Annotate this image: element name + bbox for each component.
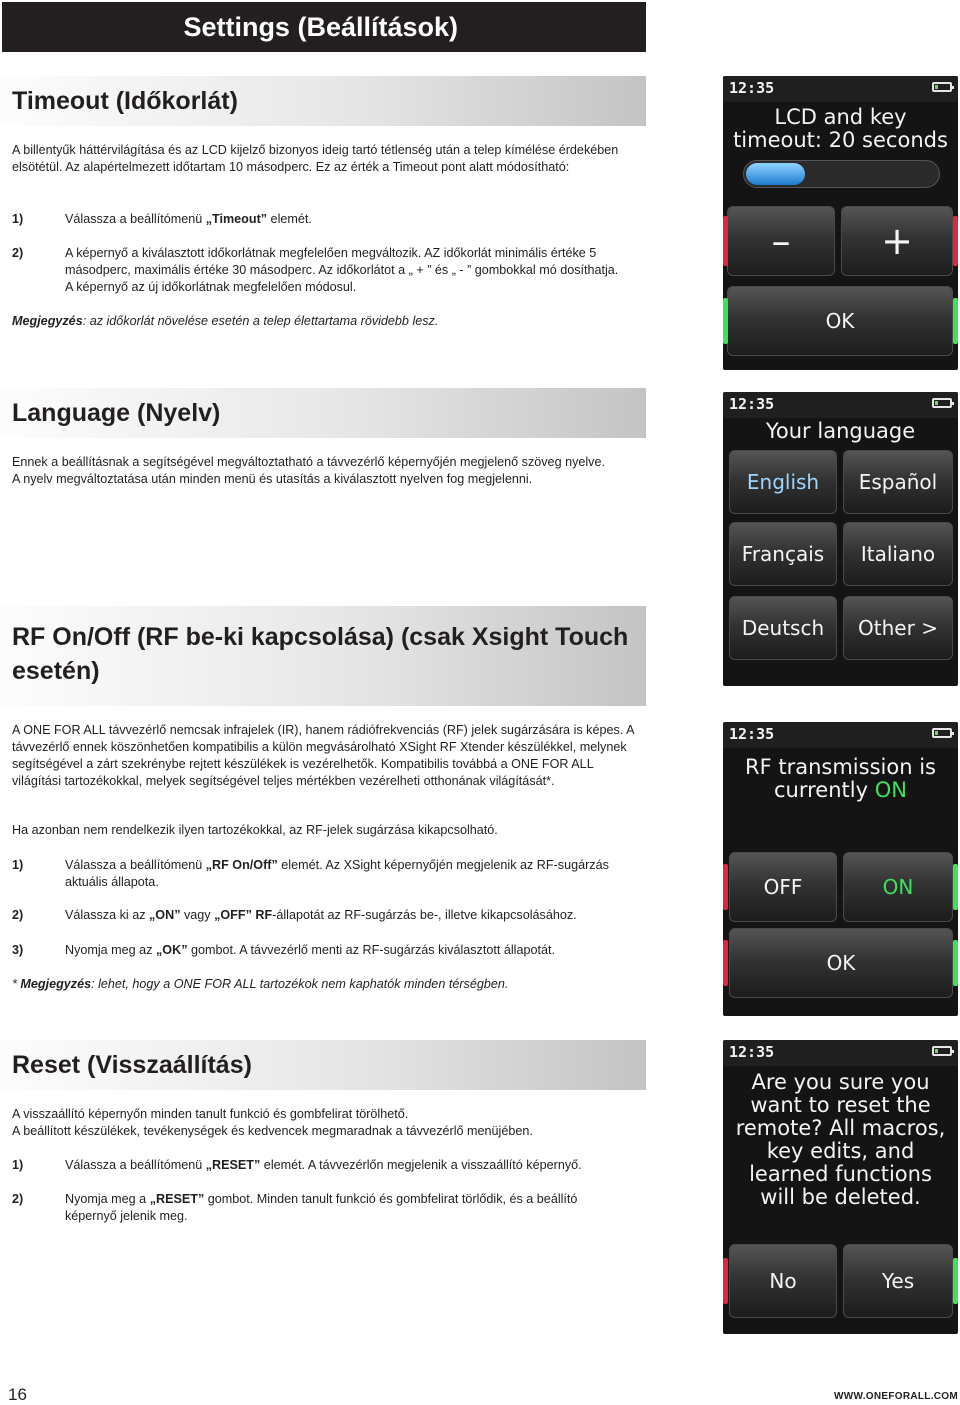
minus-button[interactable]: –	[727, 206, 835, 276]
step-keyword: „RESET”	[149, 1192, 205, 1206]
reset-step-2	[12, 1191, 642, 1225]
language-text-1: Ennek a beállításnak a segítségével megváltoztatható a távvezérlő képernyőjén megjelenő szöveg nyelve.	[12, 455, 605, 469]
timeout-progress-bar[interactable]	[743, 160, 940, 188]
status-bar	[723, 722, 958, 748]
accent-bar	[953, 298, 958, 344]
ok-button[interactable]: OK	[729, 928, 953, 998]
timeout-step-1	[12, 211, 642, 228]
step-number: 2)	[12, 246, 24, 260]
accent-bar	[953, 216, 958, 266]
screen-text-line-2: timeout: 20 seconds	[733, 128, 948, 152]
step-text: Válassza ki az	[65, 908, 149, 922]
step-text: elemét. A távvezérlőn megjelenik a visszaállító képernyő.	[260, 1158, 582, 1172]
rf-status-value: ON	[874, 778, 907, 802]
note-text: : az időkorlát növelése esetén a telep élettartama rövidebb lesz.	[82, 314, 439, 328]
rf-off-button[interactable]: OFF	[729, 852, 837, 922]
rf-screen	[723, 722, 958, 1016]
rf-step-1	[12, 857, 642, 891]
language-text-2: A nyelv megváltoztatása után minden menü és utasítás a kiválasztott nyelven fog megjelenni.	[12, 472, 533, 486]
screen-text-line-1: RF transmission is	[745, 755, 936, 779]
plus-button[interactable]: +	[841, 206, 953, 276]
timeout-step-2	[12, 245, 642, 296]
language-heading: Language (Nyelv)	[0, 388, 646, 438]
page-number: 16	[8, 1385, 27, 1404]
step-text: -állapotát az RF-sugárzás be-, illetve kikapcsolásához.	[272, 908, 577, 922]
battery-icon	[932, 728, 952, 738]
battery-icon	[932, 1046, 952, 1056]
language-screen	[723, 392, 958, 686]
reset-screen	[723, 1040, 958, 1334]
step-text: elemét.	[267, 212, 312, 226]
accent-bar	[723, 216, 728, 266]
note-text: : lehet, hogy a ONE FOR ALL tartozékok nem kaphatók minden térségben.	[91, 977, 509, 991]
status-prefix: currently	[774, 778, 875, 802]
step-text: Nyomja meg az	[65, 943, 156, 957]
reset-yes-button[interactable]: Yes	[843, 1244, 953, 1318]
screen-text-line-2	[723, 779, 958, 802]
timeout-note	[12, 313, 632, 330]
status-bar	[723, 392, 958, 418]
step-text: gombot. A távvezérlő menti az RF-sugárzás kiválasztott állapotát.	[187, 943, 555, 957]
screen-text-line-6: will be deleted.	[760, 1185, 921, 1209]
language-other-button[interactable]: Other >	[843, 596, 953, 660]
step-text: Válassza a beállítómenü	[65, 212, 206, 226]
reset-text-2: A beállított készülékek, tevékenységek és kedvencek megmaradnak a távvezérlő menüjében.	[12, 1124, 533, 1138]
step-text: vagy	[180, 908, 215, 922]
rf-intro-2: Ha azonban nem rendelkezik ilyen tartozékokkal, az RF-jelek sugárzása kikapcsolható.	[12, 823, 498, 837]
language-french-button[interactable]: Français	[729, 522, 837, 586]
step-keyword: „RF On/Off”	[205, 858, 278, 872]
screen-text-line-5: learned functions	[749, 1162, 932, 1186]
ok-button[interactable]: OK	[727, 286, 953, 356]
step-text: elemét. Az XSight képernyőjén megjelenik az RF-sugárzás aktuális állapota.	[65, 858, 609, 889]
step-number: 3)	[12, 943, 24, 957]
status-bar	[723, 76, 958, 102]
note-label: Megjegyzés	[20, 977, 92, 991]
status-bar	[723, 1040, 958, 1066]
step-number: 1)	[12, 212, 24, 226]
step-text: A képernyő a kiválasztott időkorlátnak megfelelően megváltozik. AZ időkorlát minimális értéke 5 másodperc, maximális értéke 30 másodperc. Az időkorlátot a „ + ” és „ - ” gombokkal mó dosíthatja. A képernyő az új időkorlátnak megfelelően módosul.	[65, 246, 619, 294]
reset-heading: Reset (Visszaállítás)	[0, 1040, 646, 1090]
rf-heading-line-2: esetén)	[12, 657, 100, 685]
step-text: Válassza a beállítómenü	[65, 1158, 206, 1172]
step-text: gombot. Minden tanult funkció és gombfelirat törlődik, és a beállító képernyő jelenik meg.	[65, 1192, 578, 1223]
website-url: WWW.ONEFORALL.COM	[834, 1391, 958, 1402]
step-keyword: „ON”	[149, 908, 181, 922]
rf-step-3	[12, 942, 642, 959]
rf-intro: A ONE FOR ALL távvezérlő nemcsak infrajelek (IR), hanem rádiófrekvenciás (RF) jelek sugárzására is képes. A távvezérlő ennek köszönhetően kompatibilis a külön megvásárolható XSight RF Xtender készülékkel, melynek segítségével a zárt szekrénybe rejtett készülékek is vezérelhetők. Kompatibilis továbbá a ONE FOR ALL világítási tartozékokkal, melyek segítségével teljes mértékben vezérelheti otthonának világítását*.	[12, 723, 634, 788]
accent-bar	[953, 1258, 958, 1304]
accent-bar	[723, 864, 728, 910]
step-keyword: „RESET”	[205, 1158, 261, 1172]
language-german-button[interactable]: Deutsch	[729, 596, 837, 660]
screen-text-line-3: remote? All macros,	[735, 1116, 946, 1140]
accent-bar	[723, 940, 728, 986]
step-keyword: „Timeout”	[205, 212, 268, 226]
screen-text-line-1: Are you sure you	[751, 1070, 930, 1094]
step-number: 2)	[12, 1192, 24, 1206]
timeout-screen	[723, 76, 958, 370]
reset-no-button[interactable]: No	[729, 1244, 837, 1318]
timeout-heading: Timeout (Időkorlát)	[0, 76, 646, 126]
language-english-button[interactable]: English	[729, 450, 837, 514]
accent-bar	[953, 864, 958, 910]
reset-text-1: A visszaállító képernyőn minden tanult funkció és gombfelirat törölhető.	[12, 1107, 409, 1121]
clock: 12:35	[729, 1043, 775, 1061]
step-number: 1)	[12, 1158, 24, 1172]
step-keyword: „OFF” RF	[214, 908, 273, 922]
note-marker: *	[12, 977, 21, 991]
progress-fill	[746, 163, 805, 185]
step-number: 1)	[12, 858, 24, 872]
screen-text-line-2: want to reset the	[750, 1093, 931, 1117]
rf-step-2	[12, 907, 642, 924]
step-text: Válassza a beállítómenü	[65, 858, 206, 872]
rf-note	[12, 976, 632, 993]
accent-bar	[953, 940, 958, 986]
battery-icon	[932, 82, 952, 92]
battery-icon	[932, 398, 952, 408]
clock: 12:35	[729, 79, 775, 97]
clock: 12:35	[729, 395, 775, 413]
screen-text-line-4: key edits, and	[766, 1139, 915, 1163]
timeout-intro: A billentyűk háttérvilágítása és az LCD kijelző bizonyos ideig tartó tétlenség után a telep kímélése érdekében elsötétül. Az alapértelmezett időtartam 10 másodperc. Ez az érték a Timeout pont alatt módosítható:	[12, 143, 619, 174]
language-spanish-button[interactable]: Español	[843, 450, 953, 514]
rf-heading-line-1: RF On/Off (RF be-ki kapcsolása) (csak Xsight Touch	[12, 623, 629, 651]
step-text: Nyomja meg a	[65, 1192, 150, 1206]
step-keyword: „OK”	[156, 943, 188, 957]
note-label: Megjegyzés	[12, 314, 83, 328]
screen-text-line-1: LCD and key	[774, 105, 907, 129]
language-italian-button[interactable]: Italiano	[843, 522, 953, 586]
rf-on-button[interactable]: ON	[843, 852, 953, 922]
screen-title: Your language	[765, 419, 916, 443]
clock: 12:35	[729, 725, 775, 743]
step-number: 2)	[12, 908, 24, 922]
page-banner: Settings (Beállítások)	[2, 2, 646, 52]
rf-heading	[0, 606, 646, 706]
reset-step-1	[12, 1157, 642, 1174]
accent-bar	[723, 1258, 728, 1304]
accent-bar	[723, 298, 728, 344]
